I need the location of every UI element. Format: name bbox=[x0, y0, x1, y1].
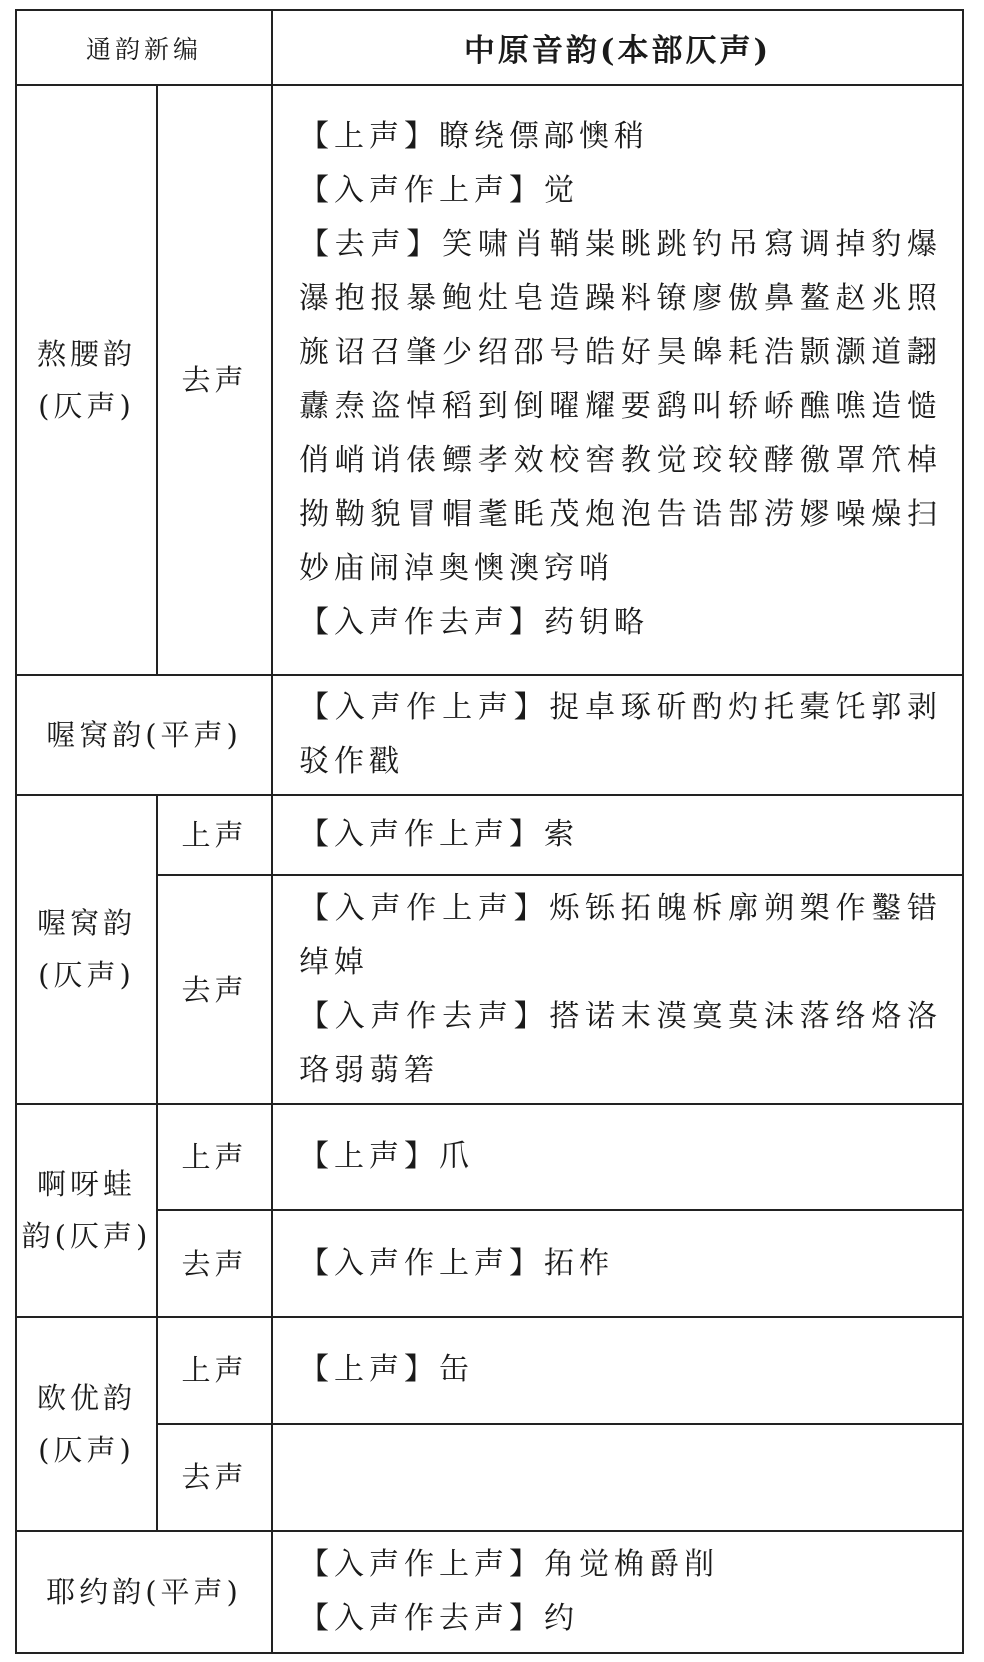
rhyme-name-line: (仄声) bbox=[38, 388, 135, 423]
header-zhongyuan-yinyun: 中原音韵(本部仄声) bbox=[272, 10, 963, 85]
rhyme-name-line: (仄声) bbox=[38, 958, 135, 993]
rhyme-name-cell bbox=[16, 1531, 272, 1654]
character-entry: 【入声作上声】觉 bbox=[299, 172, 580, 208]
table-row bbox=[16, 795, 963, 876]
character-entry: 【上声】缶 bbox=[299, 1352, 475, 1388]
character-entry: 【上声】瞭绕僄鄗懊稍 bbox=[299, 118, 650, 154]
rhyme-name-cell bbox=[16, 1317, 157, 1530]
character-entry: 【入声作去声】约 bbox=[299, 1600, 580, 1636]
table-row bbox=[16, 1104, 963, 1211]
table-row bbox=[16, 1424, 963, 1531]
character-entry: 【入声作上声】捉卓琢斫酌灼托橐饦郭剥驳作戳 bbox=[299, 689, 942, 779]
tone-cell: 上声 bbox=[157, 1317, 272, 1424]
character-entry: 【入声作去声】药钥略 bbox=[299, 604, 650, 640]
rhyme-characters-cell bbox=[272, 1424, 963, 1531]
rhyme-name-cell bbox=[16, 85, 157, 674]
table-row bbox=[16, 875, 963, 1103]
tone-cell: 去声 bbox=[157, 1424, 272, 1531]
rhyme-name-line: 喔窝韵 bbox=[36, 906, 136, 941]
rhyme-characters-cell bbox=[272, 875, 963, 1103]
rhyme-name-cell bbox=[16, 1104, 157, 1317]
rhyme-name-line: 欧优韵 bbox=[36, 1380, 136, 1415]
rhyme-name-line: 熬腰韵 bbox=[36, 336, 136, 371]
tone-cell: 去声 bbox=[157, 875, 272, 1103]
rhyme-name-line: 耶约韵(平声) bbox=[46, 1574, 242, 1609]
character-entry: 【上声】爪 bbox=[299, 1138, 475, 1174]
header-tongyun-xinbian: 通韵新编 bbox=[16, 10, 272, 85]
tone-cell: 上声 bbox=[157, 1104, 272, 1211]
header-row bbox=[16, 10, 963, 85]
rhyme-comparison-table bbox=[15, 9, 964, 1654]
character-entry: 【入声作上声】烁铄拓魄柝廓朔槊作鑿错绰婥 bbox=[299, 890, 942, 980]
rhyme-name-line: (仄声) bbox=[38, 1432, 135, 1467]
rhyme-characters-cell bbox=[272, 675, 963, 795]
rhyme-name-cell bbox=[16, 675, 272, 795]
table-row bbox=[16, 85, 963, 674]
character-entry: 【入声作去声】搭诺末漠寞莫沫落络烙洛珞弱蒻箬 bbox=[299, 998, 942, 1088]
rhyme-characters-cell bbox=[272, 1104, 963, 1211]
character-entry: 【入声作上声】角觉桷爵削 bbox=[299, 1546, 720, 1582]
tone-cell: 去声 bbox=[157, 1210, 272, 1317]
rhyme-name-cell bbox=[16, 795, 157, 1104]
tone-cell: 去声 bbox=[157, 85, 272, 674]
table-row bbox=[16, 1317, 963, 1424]
rhyme-name-line: 韵(仄声) bbox=[21, 1219, 152, 1254]
rhyme-characters-cell bbox=[272, 1317, 963, 1424]
rhyme-name-line: 啊呀蛙 bbox=[36, 1167, 136, 1202]
character-entry: 【入声作上声】索 bbox=[299, 817, 580, 853]
table-row bbox=[16, 1210, 963, 1317]
rhyme-name-line: 喔窝韵(平声) bbox=[46, 717, 242, 752]
rhyme-characters-cell bbox=[272, 85, 963, 674]
character-entry: 【入声作上声】拓柞 bbox=[299, 1245, 615, 1281]
rhyme-characters-cell bbox=[272, 1531, 963, 1654]
table-row bbox=[16, 675, 963, 795]
character-entry: 【去声】笑啸肖鞘粜眺跳钓吊寫调掉豹爆瀑抱报暴鲍灶皂造躁料镣廖傲鼻鳌赵兆照旐诏召肇少绍邵号皓好昊皞耗浩颢灏道翿纛焘盗悼稻到倒曜耀要鹞叫轿峤醮噍造慥俏峭诮俵鳔孝效校窖教觉珓较酵徼罩笊棹拗靿貌冒帽耄眊茂炮泡告诰郜涝嫪噪燥扫妙庙闹淖奥懊澳窍哨 bbox=[299, 226, 942, 586]
rhyme-characters-cell bbox=[272, 795, 963, 876]
tone-cell: 上声 bbox=[157, 795, 272, 876]
table-row bbox=[16, 1531, 963, 1654]
rhyme-characters-cell bbox=[272, 1210, 963, 1317]
